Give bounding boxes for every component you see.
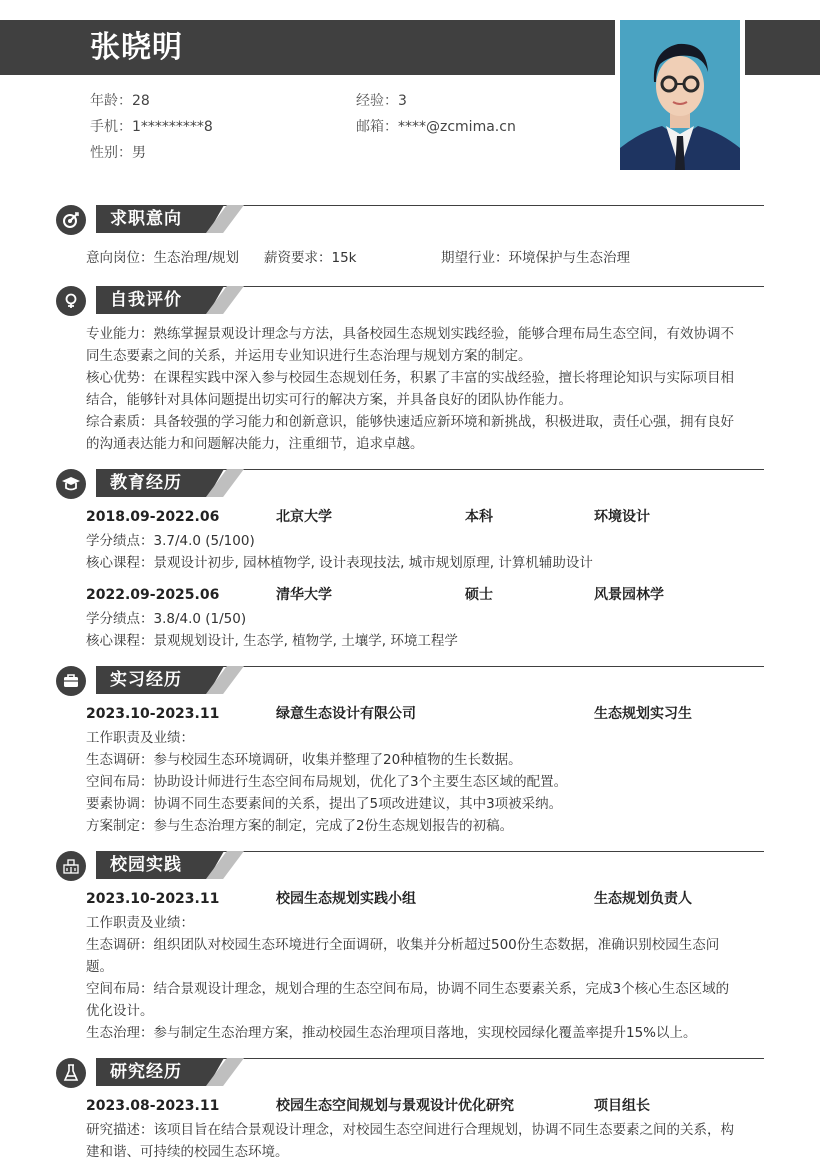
edu-2-school: 清华大学: [276, 587, 332, 603]
campus-line: 空间布局：结合景观设计理念，规划合理的生态空间布局，协调不同生态要素关系，完成3个核心生态区域的: [86, 981, 730, 997]
age-label: 年龄：: [90, 93, 132, 109]
edu-2-period: 2022.09-2025.06: [86, 587, 220, 603]
graduation-cap-icon: [56, 469, 86, 499]
section-self-eval: [56, 286, 764, 316]
research-project: 校园生态空间规划与景观设计优化研究: [276, 1098, 514, 1114]
edu-2-major: 风景园林学: [594, 587, 664, 603]
internship-role: 生态规划实习生: [594, 706, 692, 722]
edu-2-courses: 核心课程：景观规划设计, 生态学, 植物学, 土壤学, 环境工程学: [86, 633, 458, 649]
email-value: ****@zcmima.cn: [398, 119, 516, 135]
age-field: [90, 91, 150, 111]
section-education: [56, 469, 764, 499]
gender-value: 男: [132, 145, 146, 161]
internship-company: 绿意生态设计有限公司: [276, 706, 416, 722]
edu-1-courses: 核心课程：景观设计初步, 园林植物学, 设计表现技法, 城市规划原理, 计算机辅助设计: [86, 555, 593, 571]
target-icon: [56, 205, 86, 235]
self-eval-line: 综合素质：具备较强的学习能力和创新意识，能够快速适应新环境和新挑战，积极进取，责任心强，拥有良好: [86, 414, 734, 430]
gender-field: [90, 143, 146, 163]
section-title: 实习经历: [110, 670, 182, 690]
campus-line: 优化设计。: [86, 1003, 154, 1019]
section-research: [56, 1058, 764, 1088]
edu-2-degree: 硕士: [465, 587, 493, 603]
section-title: 教育经历: [110, 473, 182, 493]
internship-line: 方案制定：参与生态治理方案的制定，完成了2份生态规划报告的初稿。: [86, 818, 514, 834]
header-bar-right: [745, 20, 820, 75]
edu-1-details: [86, 530, 764, 574]
section-title: 研究经历: [110, 1062, 182, 1082]
section-internship: [56, 666, 764, 696]
research-role: 项目组长: [594, 1098, 650, 1114]
campus-details: [86, 912, 764, 1044]
intention-salary: 薪资要求：15k: [264, 250, 357, 266]
edu-1-degree: 本科: [465, 509, 493, 525]
edu-1-period: 2018.09-2022.06: [86, 509, 220, 525]
section-intention: [56, 205, 764, 235]
edu-1-major: 环境设计: [594, 509, 650, 525]
research-period: 2023.08-2023.11: [86, 1098, 220, 1114]
campus-org: 校园生态规划实践小组: [276, 891, 416, 907]
phone-value: 1*********8: [132, 119, 213, 135]
age-value: 28: [132, 93, 150, 109]
campus-line: 题。: [86, 959, 113, 975]
experience-label: 经验：: [356, 93, 398, 109]
candidate-name: 张晓明: [90, 30, 183, 65]
gender-label: 性别：: [90, 145, 132, 161]
campus-period: 2023.10-2023.11: [86, 891, 220, 907]
intention-industry: 期望行业：环境保护与生态治理: [441, 250, 630, 266]
phone-field: [90, 117, 213, 137]
edu-1-school: 北京大学: [276, 509, 332, 525]
self-eval-line: 的沟通表达能力和问题解决能力，注重细节，追求卓越。: [86, 436, 424, 452]
email-field: [356, 117, 516, 137]
experience-field: [356, 91, 407, 111]
research-details: [86, 1119, 764, 1160]
campus-line: 生态治理：参与制定生态治理方案，推动校园生态治理项目落地，实现校园绿化覆盖率提升15%以上。: [86, 1025, 697, 1041]
email-label: 邮箱：: [356, 119, 398, 135]
flask-icon: [56, 1058, 86, 1088]
self-eval-line: 结合，能够针对具体问题提出切实可行的解决方案，并具备良好的团队协作能力。: [86, 392, 572, 408]
self-eval-line: 同生态要素之间的关系，并运用专业知识进行生态治理与规划方案的制定。: [86, 348, 532, 364]
edu-2-gpa: 学分绩点：3.8/4.0 (1/50): [86, 611, 247, 627]
edu-2-details: [86, 608, 764, 652]
phone-label: 手机：: [90, 119, 132, 135]
self-eval-line: 专业能力：熟练掌握景观设计理念与方法，具备校园生态规划实践经验，能够合理布局生态空间，有效协调不: [86, 326, 734, 342]
research-line: 研究描述：该项目旨在结合景观设计理念，对校园生态空间进行合理规划，协调不同生态要素之间的关系，构: [86, 1122, 734, 1138]
internship-line: 空间布局：协助设计师进行生态空间布局规划，优化了3个主要生态区域的配置。: [86, 774, 568, 790]
intention-row: [86, 247, 764, 269]
internship-period: 2023.10-2023.11: [86, 706, 220, 722]
section-title: 自我评价: [110, 290, 182, 310]
self-eval-text: [86, 323, 764, 455]
profile-photo: [620, 20, 740, 170]
bulb-icon: [56, 286, 86, 316]
edu-1-gpa: 学分绩点：3.7/4.0 (5/100): [86, 533, 255, 549]
campus-line: 生态调研：组织团队对校园生态环境进行全面调研，收集并分析超过500份生态数据，准确识别校园生态问: [86, 937, 720, 953]
experience-value: 3: [398, 93, 407, 109]
campus-role: 生态规划负责人: [594, 891, 692, 907]
intention-position: 意向岗位：生态治理/规划: [86, 250, 240, 266]
self-eval-line: 核心优势：在课程实践中深入参与校园生态规划任务，积累了丰富的实战经验，擅长将理论知识与实际项目相: [86, 370, 734, 386]
building-icon: [56, 851, 86, 881]
internship-details: [86, 727, 764, 837]
section-campus: [56, 851, 764, 881]
campus-line: 工作职责及业绩：: [86, 915, 194, 931]
research-line: 建和谐、可持续的校园生态环境。: [86, 1144, 289, 1160]
section-title: 求职意向: [110, 209, 182, 229]
briefcase-icon: [56, 666, 86, 696]
internship-line: 要素协调：协调不同生态要素间的关系，提出了5项改进建议，其中3项被采纳。: [86, 796, 563, 812]
internship-line: 工作职责及业绩：: [86, 730, 194, 746]
internship-line: 生态调研：参与校园生态环境调研，收集并整理了20种植物的生长数据。: [86, 752, 522, 768]
person-portrait-icon: [620, 20, 740, 170]
section-title: 校园实践: [110, 855, 182, 875]
